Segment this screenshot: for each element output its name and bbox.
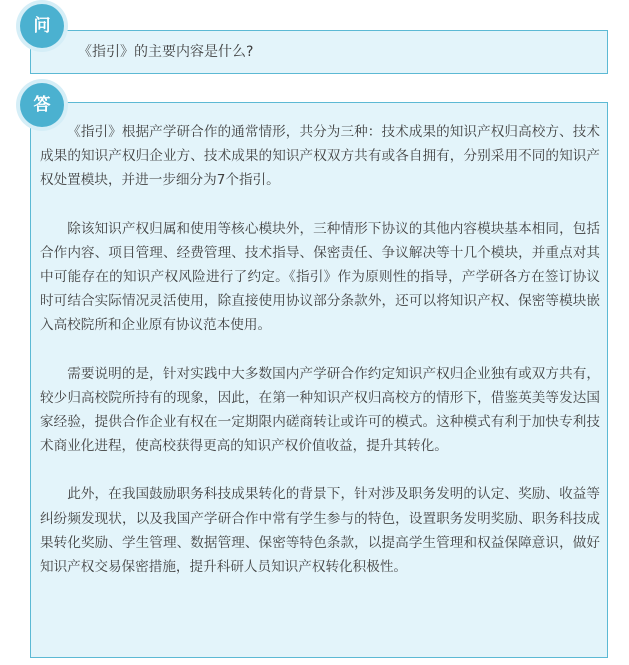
answer-paragraph-2: 除该知识产权归属和使用等核心模块外，三种情形下协议的其他内容模块基本相同，包括合作内容、项目管理、经费管理、技术指导、保密责任、争议解决等十几个模块，并重点对其中可能存在的知识产权风险进行了约定。《指引》作为原则性的指导，产学研各方在签订协议时可结合实际情况灵活使用，除直接使用协议部分条款外，还可以将知识产权、保密等模块嵌入高校院所和企业原有协议范本使用。 — [40, 220, 600, 334]
question-badge: 问 — [20, 4, 64, 48]
question-box — [30, 30, 608, 74]
answer-paragraph-3: 需要说明的是，针对实践中大多数国内产学研合作约定知识产权归企业独有或双方共有，较少归高校院所持有的现象，因此，在第一种知识产权归高校方的情形下，借鉴英美等发达国家经验，提供合作企业有权在一定期限内磋商转让或许可的模式。这种模式有利于加快专利技术商业化进程，使高校获得更高的知识产权价值收益，提升其转化。 — [40, 365, 600, 455]
answer-badge: 答 — [20, 83, 64, 127]
question-text: 《指引》的主要内容是什么? — [78, 44, 254, 60]
answer-paragraph-1: 《指引》根据产学研合作的通常情形，共分为三种：技术成果的知识产权归高校方、技术成果的知识产权归企业方、技术成果的知识产权双方共有或各自拥有，分别采用不同的知识产权处置模块，并进一步细分为7个指引。 — [40, 124, 600, 189]
answer-content — [40, 120, 600, 579]
answer-box — [30, 102, 608, 658]
answer-paragraph-4: 此外，在我国鼓励职务科技成果转化的背景下，针对涉及职务发明的认定、奖励、收益等纠纷频发现状，以及我国产学研合作中常有学生参与的特色，设置职务发明奖励、职务科技成果转化奖励、学生管理、数据管理、保密等特色条款，以提高学生管理和权益保障意识，做好知识产权交易保密措施，提升科研人员知识产权转化积极性。 — [40, 486, 600, 576]
